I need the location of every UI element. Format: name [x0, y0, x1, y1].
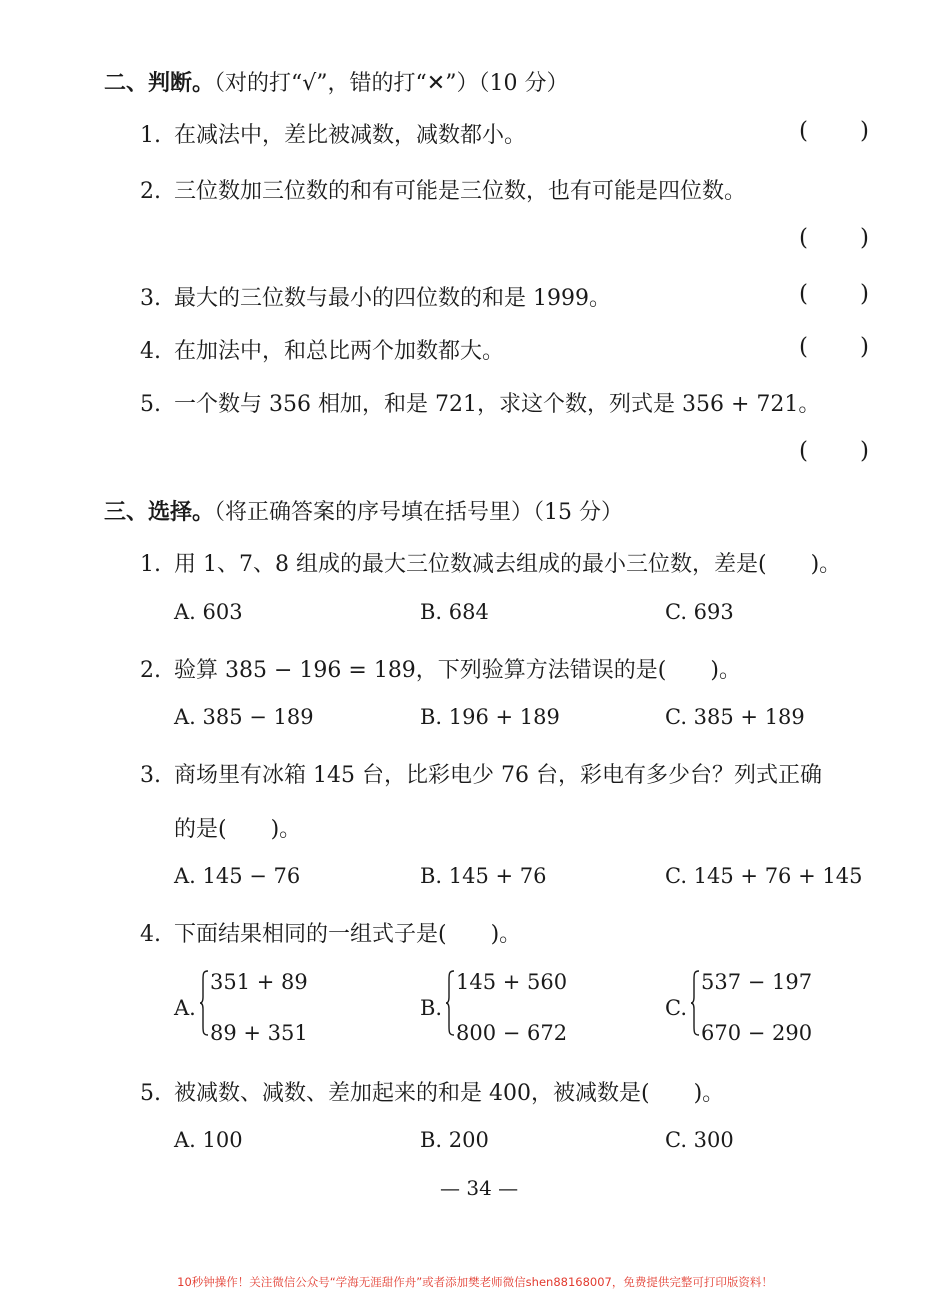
item-text: 在加法中，和总比两个加数都大。: [174, 339, 505, 364]
option-b[interactable]: B. 145 + 560 800 − 672: [420, 970, 568, 1045]
item-number: 5.: [140, 392, 161, 417]
choice-question-5: [140, 1076, 724, 1107]
option-c[interactable]: C. 537 − 197 670 − 290: [665, 970, 813, 1045]
question-number: 3.: [140, 763, 161, 788]
item-text: 三位数加三位数的和有可能是三位数，也有可能是四位数。: [174, 179, 747, 204]
option-a[interactable]: A. 145 − 76: [174, 864, 301, 888]
page-number: — 34 —: [440, 1176, 519, 1200]
choice-question-1: [140, 547, 841, 578]
section-3-heading: [104, 495, 623, 526]
answer-bracket-1[interactable]: ( ): [799, 118, 869, 144]
answer-bracket-5[interactable]: ( ): [799, 438, 869, 464]
answer-bracket-2[interactable]: ( ): [799, 225, 869, 251]
left-brace-icon: [199, 970, 209, 1036]
item-number: 1.: [140, 123, 161, 148]
option-b[interactable]: B. 196 + 189: [420, 705, 560, 729]
option-c[interactable]: C. 300: [665, 1128, 734, 1152]
option-a[interactable]: A. 351 + 89 89 + 351: [174, 970, 308, 1045]
question-text: 用 1、7、8 组成的最大三位数减去组成的最小三位数，差是( )。: [174, 552, 842, 577]
option-b[interactable]: B. 684: [420, 600, 489, 624]
option-a[interactable]: A. 385 − 189: [174, 705, 314, 729]
question-text: 下面结果相同的一组式子是( )。: [174, 922, 522, 947]
option-c[interactable]: C. 145 + 76 + 145: [665, 864, 863, 888]
judge-item-3: [140, 281, 611, 312]
choice-question-4: [140, 917, 521, 948]
option-c[interactable]: C. 693: [665, 600, 734, 624]
item-number: 4.: [140, 339, 161, 364]
item-number: 2.: [140, 179, 161, 204]
left-brace-icon: [690, 970, 700, 1036]
option-a[interactable]: A. 100: [174, 1128, 243, 1152]
item-text: 在减法中，差比被减数，减数都小。: [174, 123, 527, 148]
option-b[interactable]: B. 145 + 76: [420, 864, 547, 888]
choice-question-2: [140, 653, 741, 684]
section-2-heading: [104, 66, 568, 97]
section-3-instruction: （将正确答案的序号填在括号里）（15 分）: [214, 500, 624, 525]
question-number: 1.: [140, 552, 161, 577]
question-number: 2.: [140, 658, 161, 683]
choice-question-3: [140, 758, 822, 789]
question-text: 商场里有冰箱 145 台，比彩电少 76 台，彩电有多少台？列式正确: [174, 763, 822, 788]
question-text: 验算 385 − 196 = 189，下列验算方法错误的是( )。: [174, 658, 741, 683]
question-number: 5.: [140, 1081, 161, 1106]
left-brace-icon: [445, 970, 455, 1036]
option-b[interactable]: B. 200: [420, 1128, 489, 1152]
footer-note: 10秒钟操作！关注微信公众号“学海无涯甜作舟”或者添加樊老师微信shen88168007，免费提供完整可打印版资料！: [177, 1275, 773, 1289]
judge-item-5: [140, 387, 820, 418]
item-text: 一个数与 356 相加，和是 721，求这个数，列式是 356 + 721。: [174, 392, 821, 417]
answer-bracket-4[interactable]: ( ): [799, 334, 869, 360]
judge-item-2: [140, 174, 746, 205]
judge-item-4: [140, 334, 504, 365]
option-a[interactable]: A. 603: [174, 600, 243, 624]
question-number: 4.: [140, 922, 161, 947]
option-c[interactable]: C. 385 + 189: [665, 705, 805, 729]
question-text: 被减数、减数、差加起来的和是 400，被减数是( )。: [174, 1081, 725, 1106]
section-3-title: 三、选择。: [104, 500, 215, 525]
item-text: 最大的三位数与最小的四位数的和是 1999。: [174, 286, 611, 311]
section-2-title: 二、判断。: [104, 71, 215, 96]
item-number: 3.: [140, 286, 161, 311]
question-text-continued: 的是( )。: [174, 817, 302, 842]
judge-item-1: [140, 118, 526, 149]
answer-bracket-3[interactable]: ( ): [799, 281, 869, 307]
section-2-instruction: （对的打“√”，错的打“✕”）（10 分）: [214, 71, 569, 96]
